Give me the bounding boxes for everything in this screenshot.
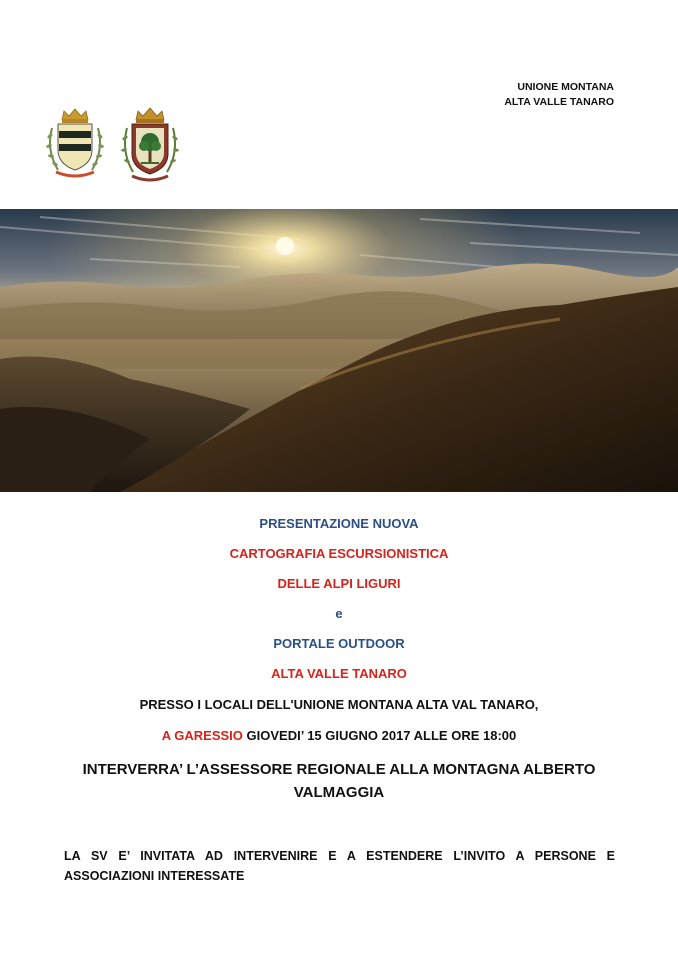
title-line-alpi-liguri: DELLE ALPI LIGURI <box>277 576 401 591</box>
invitation-note: LA SV E’ INVITATA AD INTERVENIRE E A ESTENDERE L’INVITO A PERSONE E ASSOCIAZIONI INTERESSATE <box>64 849 615 883</box>
organization-name-line-1: UNIONE MONTANA <box>517 81 614 93</box>
title-line-portale: PORTALE OUTDOOR <box>273 636 405 651</box>
mountain-sunset-photo <box>0 209 678 492</box>
event-date <box>0 728 678 743</box>
title-line-presentazione: PRESENTAZIONE NUOVA <box>259 516 419 531</box>
speaker-announcement: INTERVERRA’ L’ASSESSORE REGIONALE ALLA MONTAGNA ALBERTO VALMAGGIA <box>82 761 596 801</box>
tree-coat-of-arms-icon <box>121 106 179 182</box>
organization-header <box>504 80 614 110</box>
organization-name-line-2: ALTA VALLE TANARO <box>504 96 614 108</box>
title-line-cartografia: CARTOGRAFIA ESCURSIONISTICA <box>229 546 449 561</box>
title-line-alta-valle: ALTA VALLE TANARO <box>271 666 407 681</box>
municipal-coat-of-arms-icon <box>44 106 106 180</box>
event-datetime: GIOVEDI’ 15 GIUGNO 2017 ALLE ORE 18:00 <box>242 728 517 743</box>
event-location: PRESSO I LOCALI DELL'UNIONE MONTANA ALTA VAL TANARO, <box>139 697 539 712</box>
event-place: A GARESSIO <box>161 728 243 743</box>
title-line-conjunction: e <box>335 606 343 621</box>
event-title-block <box>0 514 678 694</box>
